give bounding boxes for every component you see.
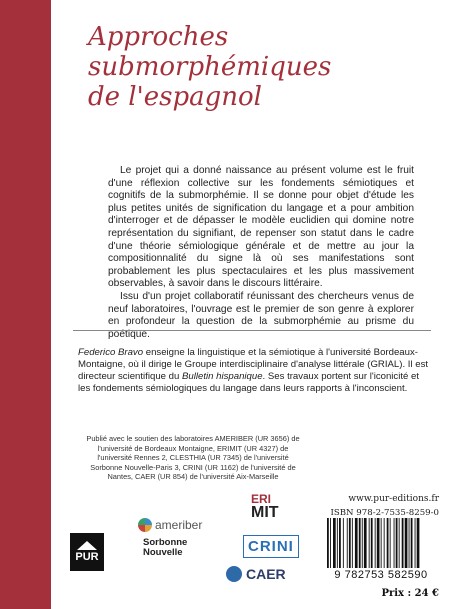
barcode-bars — [327, 518, 435, 568]
caer-logo-text: CAER — [246, 566, 286, 582]
caer-logo — [226, 566, 286, 582]
book-title-line: submorphémiques — [88, 52, 332, 82]
barcode-bar — [375, 518, 376, 568]
publisher-website: www.pur-editions.fr — [348, 494, 439, 504]
ameriber-mark-icon — [138, 518, 152, 532]
barcode — [321, 518, 441, 588]
series-spine-band — [0, 0, 51, 609]
pur-publisher-logo — [70, 533, 104, 571]
barcode-bar — [409, 518, 410, 568]
barcode-bar — [402, 518, 404, 568]
crini-logo-text: CRINI — [248, 538, 294, 555]
barcode-bar — [399, 518, 400, 568]
author-bio-text-end: . Ses travaux portent sur l'iconicité et les fondements sémiologiques du langage dans leurs rapports à l'inconscient. — [78, 371, 420, 394]
book-title-line: de l'espagnol — [88, 82, 262, 112]
barcode-bar — [337, 518, 338, 568]
barcode-bar — [347, 518, 348, 568]
author-bio-text: enseigne la linguistique et la sémiotique à l'université Bordeaux-Montaigne, où il dirige le Groupe interdisciplinaire d'analyse littérale (GRIAL). Il est directeur scientifique du — [78, 347, 429, 382]
barcode-bar — [405, 518, 408, 568]
barcode-bar — [364, 518, 367, 568]
author-name: Federico Bravo — [78, 347, 144, 358]
barcode-bar — [352, 518, 353, 568]
barcode-bar — [330, 518, 331, 568]
isbn: ISBN 978-2-7535-8259-0 — [330, 508, 439, 518]
price: Prix : 24 € — [381, 588, 439, 599]
barcode-bar — [396, 518, 398, 568]
barcode-bar — [339, 518, 341, 568]
abstract-paragraph: Le projet qui a donné naissance au présent volume est le fruit d'une réflexion collective sur les fondements sémiotiques et cognitifs de la submorphémie. Il se donne pour objet d'étude les plus petites unités de signification du langage et a pour ambition d'interroger et de dépasser le modèle euclidien qui domine notre représentation du signifiant, de repenser son statut dans le cadre d'une théorie sémiologique générale et de mettre au jour la compositionnalité du signe là où ses manifestations sont probablement les plus spectaculaires et les plus massivement observables, à savoir dans le discours littéraire. — [108, 165, 414, 290]
pur-logo-text: PUR — [75, 551, 99, 563]
caer-mark-icon — [226, 566, 242, 582]
barcode-bar — [415, 518, 416, 568]
barcode-bar — [343, 518, 344, 568]
barcode-bar — [327, 518, 329, 568]
barcode-bar — [387, 518, 389, 568]
sorbonne-nouvelle-logo — [143, 538, 187, 558]
barcode-bar — [371, 518, 373, 568]
ameriber-logo — [138, 518, 202, 532]
barcode-bar — [390, 518, 391, 568]
barcode-bar — [411, 518, 413, 568]
barcode-bar — [384, 518, 385, 568]
erimit-logo-text-1: ERI — [251, 492, 272, 506]
abstract-paragraph: Issu d'un projet collaboratif réunissant des chercheurs venus de neuf laboratoires, l'ouvrage est le premier de son genre à explorer en profondeur la question de la submorphémie au prisme du poétique. — [108, 290, 414, 340]
book-title-line: Approches — [88, 22, 229, 52]
barcode-bar — [377, 518, 380, 568]
barcode-bar — [381, 518, 382, 568]
support-statement: Publié avec le soutien des laboratoires AMERIBER (UR 3656) de l'université de Bordeaux Montaigne, ERIMIT (UR 4327) de l'université Rennes 2, CLESTHIA (UR 7345) de l'université Sorbonne Nouvelle-Paris 3, CRINI (UR 1162) de l'université de Nantes, CAER (UR 854) de l'université Aix-Marseille — [86, 434, 300, 482]
journal-title: Bulletin hispanique — [182, 371, 263, 382]
erimit-logo-text-2: MIT — [251, 504, 279, 521]
ameriber-logo-text: ameriber — [155, 518, 203, 532]
barcode-bar — [369, 518, 370, 568]
erimit-logo — [251, 493, 279, 521]
abstract — [108, 165, 414, 341]
sorbonne-logo-text-1: Sorbonne — [143, 537, 188, 548]
author-bio — [78, 347, 430, 395]
barcode-bar — [359, 518, 361, 568]
barcode-bar — [333, 518, 336, 568]
barcode-bar — [362, 518, 363, 568]
book-title — [88, 22, 428, 112]
barcode-bar — [394, 518, 395, 568]
barcode-bar — [355, 518, 358, 568]
crini-logo — [243, 535, 299, 558]
pur-roof-icon — [77, 541, 97, 550]
barcode-digits: 9 782753 582590 — [334, 569, 428, 581]
barcode-bar — [417, 518, 420, 568]
sorbonne-logo-text-2: Nouvelle — [143, 547, 183, 558]
barcode-bar — [349, 518, 351, 568]
section-divider — [73, 330, 431, 331]
cover-main-area — [51, 0, 450, 609]
